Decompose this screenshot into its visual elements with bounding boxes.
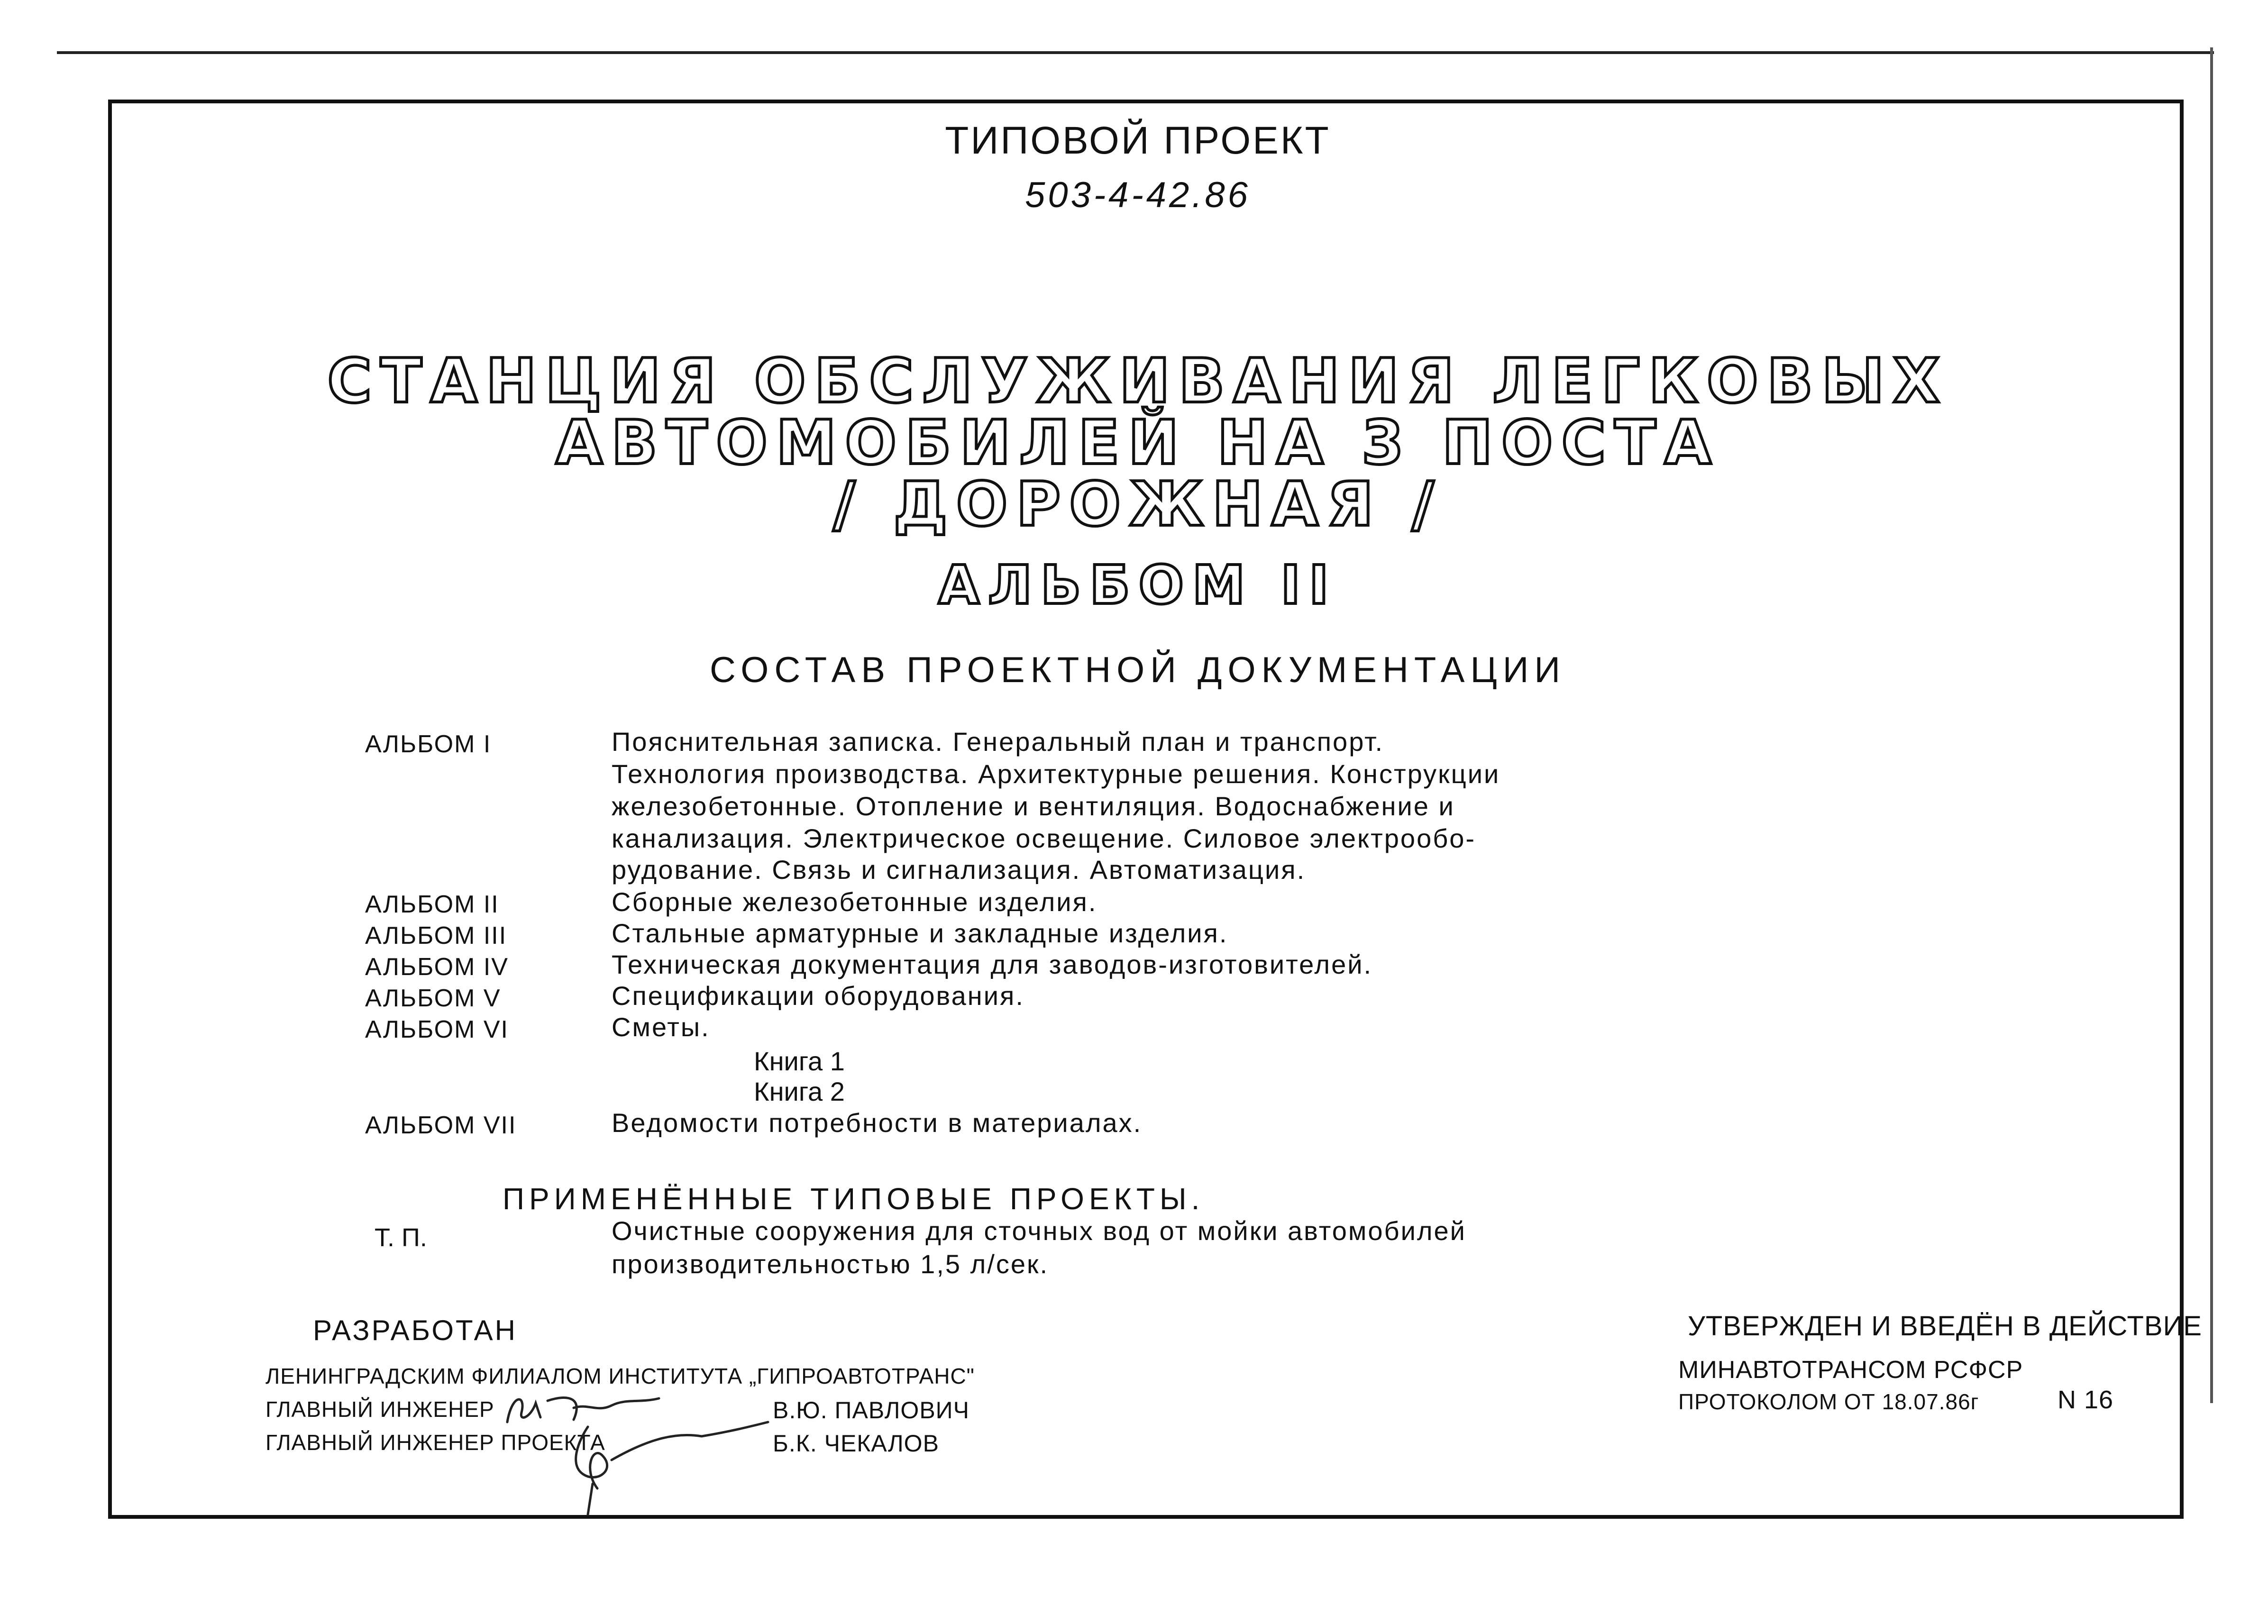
album-title: АЛЬБОМ II: [938, 555, 1337, 616]
album-7-label: АЛЬБОМ VII: [365, 1112, 517, 1139]
album-4-label: АЛЬБОМ IV: [365, 953, 509, 981]
album-1-line: рудование. Связь и сигнализация. Автоматизация.: [612, 855, 1306, 885]
project-engineer-title: ГЛАВНЫЙ ИНЖЕНЕР ПРОЕКТА: [265, 1430, 605, 1455]
right-border-line: [2210, 47, 2213, 1403]
approved-by: МИНАВТОТРАНСОМ РСФСР: [1678, 1356, 2023, 1384]
project-number: 503-4-42.86: [1025, 175, 1251, 215]
album-1-label: АЛЬБОМ I: [365, 730, 492, 758]
album-1-line: Технология производства. Архитектурные решения. Конструкции: [612, 759, 1500, 789]
project-type: ТИПОВОЙ ПРОЕКТ: [945, 119, 1331, 162]
album-6-book-2: Книга 2: [754, 1077, 845, 1106]
approved-heading: УТВЕРЖДЕН И ВВЕДЁН В ДЕЙСТВИЕ: [1688, 1311, 2202, 1341]
album-1-line: Пояснительная записка. Генеральный план и транспорт.: [612, 727, 1384, 757]
album-2-label: АЛЬБОМ II: [365, 891, 499, 918]
approved-protocol: ПРОТОКОЛОМ ОТ 18.07.86г: [1678, 1389, 1979, 1414]
album-6-label: АЛЬБОМ VI: [365, 1016, 509, 1043]
applied-projects-heading: ПРИМЕНЁННЫЕ ТИПОВЫЕ ПРОЕКТЫ.: [503, 1182, 1205, 1216]
album-6-line: Сметы.: [612, 1012, 710, 1042]
title-line-3: / ДОРОЖНАЯ /: [833, 469, 1443, 540]
album-1-line: канализация. Электрическое освещение. Силовое электрообо-: [612, 823, 1476, 853]
album-5-line: Спецификации оборудования.: [612, 981, 1024, 1011]
album-6-book-1: Книга 1: [754, 1046, 845, 1076]
applied-line-2: производительностью 1,5 л/сек.: [612, 1249, 1049, 1279]
approved-number: N 16: [2058, 1386, 2114, 1414]
applied-label: Т. П.: [375, 1223, 427, 1252]
applied-line-1: Очистные сооружения для сточных вод от мойки автомобилей: [612, 1216, 1466, 1246]
album-5-label: АЛЬБОМ V: [365, 985, 501, 1012]
album-3-line: Стальные арматурные и закладные изделия.: [612, 918, 1228, 948]
developer-org: ЛЕНИНГРАДСКИМ ФИЛИАЛОМ ИНСТИТУТА „ГИПРОАВТОТРАНС": [265, 1364, 975, 1388]
composition-heading: СОСТАВ ПРОЕКТНОЙ ДОКУМЕНТАЦИИ: [710, 650, 1566, 690]
album-3-label: АЛЬБОМ III: [365, 922, 507, 949]
album-1-line: железобетонные. Отопление и вентиляция. Водоснабжение и: [612, 791, 1455, 821]
top-border-line: [57, 51, 2214, 54]
developed-heading: РАЗРАБОТАН: [313, 1314, 517, 1346]
album-2-line: Сборные железобетонные изделия.: [612, 887, 1097, 917]
title-line-1: СТАНЦИЯ ОБСЛУЖИВАНИЯ ЛЕГКОВЫХ: [327, 346, 1948, 417]
album-7-line: Ведомости потребности в материалах.: [612, 1108, 1143, 1138]
title-line-2: АВТОМОБИЛЕЙ НА 3 ПОСТА: [556, 408, 1720, 478]
project-engineer-signature: [559, 1413, 777, 1517]
project-engineer-name: Б.К. ЧЕКАЛОВ: [773, 1430, 939, 1457]
chief-engineer-name: В.Ю. ПАВЛОВИЧ: [773, 1397, 969, 1423]
album-4-line: Техническая документация для заводов-изготовителей.: [612, 949, 1373, 979]
chief-engineer-title: ГЛАВНЫЙ ИНЖЕНЕР: [265, 1397, 494, 1422]
